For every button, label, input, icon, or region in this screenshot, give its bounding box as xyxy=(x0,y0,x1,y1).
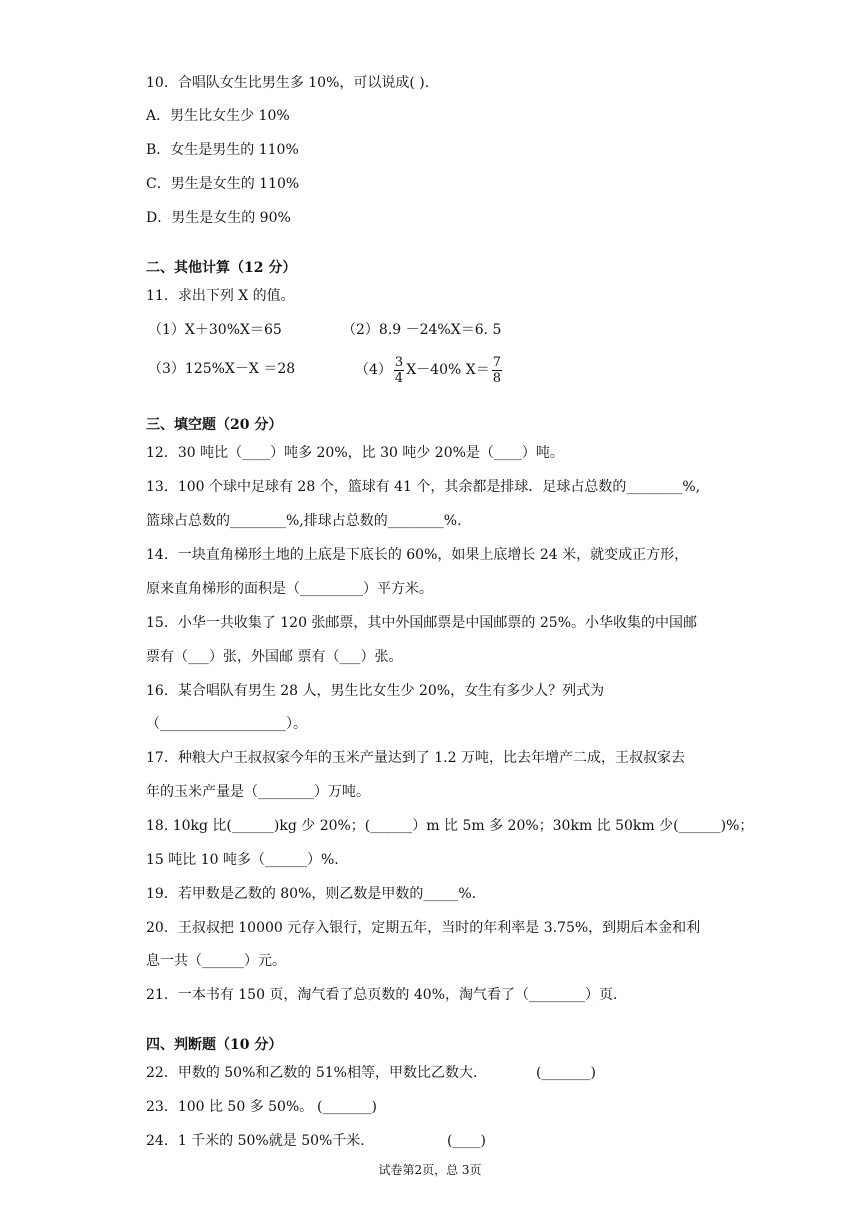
fraction-numerator: 3 xyxy=(394,354,404,370)
question-line: 19．若甲数是乙数的 80%，则乙数是甲数的_____%. xyxy=(146,886,477,902)
question-line: 13．100 个球中足球有 28 个，篮球有 41 个，其余都是排球．足球占总数的________%, xyxy=(146,479,701,495)
option-d: D．男生是女生的 90% xyxy=(146,210,291,226)
question-line: 15．小华一共收集了 120 张邮票，其中外国邮票是中国邮票的 25%。小华收集的中国邮 xyxy=(146,615,698,631)
question-23: 23．100 比 50 多 50%。 xyxy=(146,1099,314,1115)
question-line: 篮球占总数的________%,排球占总数的________%. xyxy=(146,513,462,529)
question-line: 20．王叔叔把 10000 元存入银行，定期五年，当时的年利率是 3.75%，到期后本金和利 xyxy=(146,920,701,936)
question-line: 12．30 吨比（____）吨多 20%，比 30 吨少 20%是（____）吨。 xyxy=(146,445,564,461)
question-24: 24．1 千米的 50%就是 50%千米. xyxy=(146,1133,365,1149)
equation-1: （1）X＋30%X＝65 xyxy=(148,322,282,338)
option-b: B．女生是男生的 110% xyxy=(146,142,299,158)
section-2-heading: 二、其他计算（12 分） xyxy=(146,260,297,276)
question-line: 17．种粮大户王叔叔家今年的玉米产量达到了 1.2 万吨，比去年增产二成，王叔叔家去 xyxy=(146,750,685,766)
question-22: 22．甲数的 50%和乙数的 51%相等，甲数比乙数大. xyxy=(146,1065,478,1081)
fraction-denominator: 8 xyxy=(492,370,501,386)
question-line: （__________________）。 xyxy=(146,716,307,732)
fraction-numerator: 7 xyxy=(492,354,501,370)
equation-4 xyxy=(355,352,504,388)
question-line: 票有（___）张，外国邮 票有（___）张。 xyxy=(146,649,403,665)
page-footer: 试卷第2页，总 3页 xyxy=(378,1163,482,1177)
answer-blank: (_______) xyxy=(536,1065,596,1081)
question-10-stem: 10．合唱队女生比男生多 10%，可以说成( ). xyxy=(146,75,430,91)
question-line: 原来直角梯形的面积是（_________）平方米。 xyxy=(146,581,433,597)
question-line: 年的玉米产量是（________）万吨。 xyxy=(146,784,370,800)
answer-blank: (____) xyxy=(447,1133,486,1149)
section-4-heading: 四、判断题（10 分） xyxy=(146,1037,283,1053)
question-line: 16．某合唱队有男生 28 人，男生比女生少 20%，女生有多少人？列式为 xyxy=(146,683,605,699)
question-line: 21．一本书有 150 页，淘气看了总页数的 40%，淘气看了（________）页. xyxy=(146,987,618,1003)
question-11-stem: 11．求出下列 X 的值。 xyxy=(146,288,295,304)
fraction-seven-eighths xyxy=(492,355,502,386)
question-line: 18. 10kg 比(______)kg 少 20%；(______）m 比 5m 多 20%；30km 比 50km 少(______)%； xyxy=(146,818,754,834)
equation-2: （2）8.9 －24%X＝6. 5 xyxy=(342,322,502,338)
question-line: 息一共（______）元。 xyxy=(146,953,286,969)
equation-4-middle: X－40% X＝ xyxy=(406,362,490,378)
fraction-denominator: 4 xyxy=(394,370,404,386)
fraction-three-quarters xyxy=(394,355,404,386)
equation-4-prefix: （4） xyxy=(355,362,392,378)
equation-3: （3）125%X－X ＝28 xyxy=(148,361,296,377)
option-c: C．男生是女生的 110% xyxy=(146,176,300,192)
answer-blank: (_______) xyxy=(317,1099,377,1115)
option-a: A．男生比女生少 10% xyxy=(146,108,290,124)
section-3-heading: 三、填空题（20 分） xyxy=(146,417,283,433)
question-line: 14．一块直角梯形土地的上底是下底长的 60%，如果上底增长 24 米，就变成正方形， xyxy=(146,547,689,563)
question-line: 15 吨比 10 吨多（______）%. xyxy=(146,852,339,868)
